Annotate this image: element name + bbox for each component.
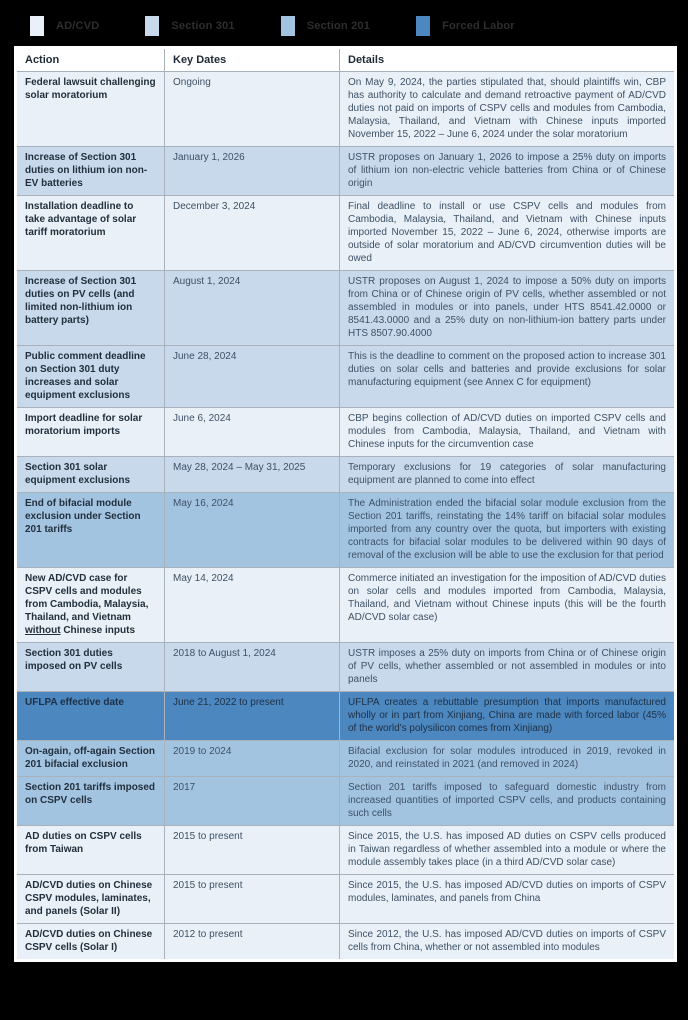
action-cell: Import deadline for solar moratorium imports	[16, 408, 165, 457]
details-cell: USTR proposes on August 1, 2024 to impose a 50% duty on imports from China or of Chinese origin of PV cells, whether assembled or not assembled in modules or into panels, under HTS 8541.42.0000 or 8541.43.0000 and a 25% duty on non-lithium-ion battery parts under HTS 8507.90.4000	[340, 271, 676, 346]
key-dates-cell: August 1, 2024	[165, 271, 340, 346]
action-cell: Public comment deadline on Section 301 duty increases and solar equipment exclusions	[16, 346, 165, 408]
legend-label: Section 301	[171, 20, 235, 32]
trade-actions-table	[14, 46, 677, 962]
action-cell: New AD/CVD case for CSPV cells and modules from Cambodia, Malaysia, Thailand, and Vietnam without Chinese inputs	[16, 568, 165, 643]
legend-item-section-201	[281, 16, 370, 36]
table-row	[16, 72, 676, 147]
table-body	[16, 72, 676, 961]
table-row	[16, 346, 676, 408]
key-dates-cell: June 21, 2022 to present	[165, 692, 340, 741]
table-row	[16, 924, 676, 961]
legend-label: Section 201	[306, 20, 371, 32]
details-cell: The Administration ended the bifacial solar module exclusion from the Section 201 tariffs, reinstating the 14% tariff on bifacial solar modules imported from any country over the quota, but importers with existing contracts for bifacial solar modules to be delivered within 90 days of removal of the exclusion will be able to use the exclusion for that period	[340, 493, 676, 568]
table-row	[16, 741, 676, 777]
key-dates-cell: 2017	[165, 777, 340, 826]
table-row	[16, 408, 676, 457]
table-row	[16, 196, 676, 271]
details-cell: This is the deadline to comment on the proposed action to increase 301 duties on solar cells and batteries and provide exclusions for solar manufacturing equipment (see Annex C for equipment)	[340, 346, 676, 408]
legend-label: AD/CVD	[56, 20, 100, 32]
adcvd-swatch-icon	[30, 16, 44, 36]
key-dates-cell: June 6, 2024	[165, 408, 340, 457]
details-cell: CBP begins collection of AD/CVD duties on imported CSPV cells and modules from Cambodia, Malaysia, Thailand, and Vietnam with Chinese inputs for the circumvention case	[340, 408, 676, 457]
legend-item-section-301	[145, 16, 234, 36]
table-row	[16, 777, 676, 826]
key-dates-cell: May 16, 2024	[165, 493, 340, 568]
column-header-key-dates: Key Dates	[165, 48, 340, 72]
details-cell: USTR proposes on January 1, 2026 to impose a 25% duty on imports of lithium ion non-electric vehicle batteries from China or of Chinese origin	[340, 147, 676, 196]
forced-labor-swatch-icon	[416, 16, 430, 36]
key-dates-cell: 2015 to present	[165, 875, 340, 924]
action-cell: AD duties on CSPV cells from Taiwan	[16, 826, 165, 875]
legend-item-adcvd	[30, 16, 99, 36]
key-dates-cell: January 1, 2026	[165, 147, 340, 196]
legend-label: Forced Labor	[442, 20, 515, 32]
table-row	[16, 643, 676, 692]
action-cell: End of bifacial module exclusion under Section 201 tariffs	[16, 493, 165, 568]
key-dates-cell: 2012 to present	[165, 924, 340, 961]
details-cell: On May 9, 2024, the parties stipulated that, should plaintiffs win, CBP has authority to calculate and demand retroactive payment of AD/CVD duties not paid on imports of CSPV cells and modules from Cambodia, Malaysia, Thailand, and Vietnam with Chinese inputs imported November 15, 2022 – June 6, 2024 under the solar moratorium	[340, 72, 676, 147]
key-dates-cell: May 14, 2024	[165, 568, 340, 643]
section-301-swatch-icon	[145, 16, 159, 36]
table-header-row	[16, 48, 676, 72]
section-201-swatch-icon	[281, 16, 295, 36]
details-cell: Section 201 tariffs imposed to safeguard domestic industry from increased quantities of imported CSPV cells, and products containing such cells	[340, 777, 676, 826]
details-cell: Since 2012, the U.S. has imposed AD/CVD duties on imports of CSPV cells from China, whether or not assembled into modules	[340, 924, 676, 961]
details-cell: Temporary exclusions for 19 categories of solar manufacturing equipment are planned to come into effect	[340, 457, 676, 493]
action-cell: Section 201 tariffs imposed on CSPV cells	[16, 777, 165, 826]
key-dates-cell: 2015 to present	[165, 826, 340, 875]
key-dates-cell: May 28, 2024 – May 31, 2025	[165, 457, 340, 493]
column-header-action: Action	[16, 48, 165, 72]
table-row	[16, 271, 676, 346]
table-row	[16, 493, 676, 568]
action-cell: AD/CVD duties on Chinese CSPV modules, laminates, and panels (Solar II)	[16, 875, 165, 924]
details-cell: Since 2015, the U.S. has imposed AD/CVD duties on imports of CSPV modules, laminates, and panels from China	[340, 875, 676, 924]
details-cell: Since 2015, the U.S. has imposed AD duties on CSPV cells produced in Taiwan regardless of whether assembled into a module or where the module assembly takes place (in a third AD/CVD solar case)	[340, 826, 676, 875]
details-cell: USTR imposes a 25% duty on imports from China or of Chinese origin of PV cells, whether assembled or not assembled in modules or into panels	[340, 643, 676, 692]
action-cell: On-again, off-again Section 201 bifacial exclusion	[16, 741, 165, 777]
table-row	[16, 457, 676, 493]
key-dates-cell: June 28, 2024	[165, 346, 340, 408]
action-cell: Section 301 duties imposed on PV cells	[16, 643, 165, 692]
action-cell: UFLPA effective date	[16, 692, 165, 741]
action-cell: Increase of Section 301 duties on PV cells (and limited non-lithium ion battery parts)	[16, 271, 165, 346]
action-cell: AD/CVD duties on Chinese CSPV cells (Solar I)	[16, 924, 165, 961]
details-cell: Bifacial exclusion for solar modules introduced in 2019, revoked in 2020, and reinstated in 2021 (and removed in 2024)	[340, 741, 676, 777]
details-cell: Final deadline to install or use CSPV cells and modules from Cambodia, Malaysia, Thailand, and Vietnam with Chinese inputs imported November 15, 2022 – June 6, 2024, otherwise imports are outside of solar moratorium and AD/CVD circumvention duties will be owed	[340, 196, 676, 271]
key-dates-cell: December 3, 2024	[165, 196, 340, 271]
action-cell: Section 301 solar equipment exclusions	[16, 457, 165, 493]
key-dates-cell: Ongoing	[165, 72, 340, 147]
details-cell: UFLPA creates a rebuttable presumption that imports manufactured wholly or in part from Xinjiang, China are made with forced labor (45% of the world's polysilicon comes from Xinjiang)	[340, 692, 676, 741]
table-row	[16, 568, 676, 643]
action-cell: Federal lawsuit challenging solar moratorium	[16, 72, 165, 147]
legend-item-forced-labor	[416, 16, 515, 36]
column-header-details: Details	[340, 48, 676, 72]
action-cell: Installation deadline to take advantage of solar tariff moratorium	[16, 196, 165, 271]
details-cell: Commerce initiated an investigation for the imposition of AD/CVD duties on solar cells and modules imported from Cambodia, Malaysia, Thailand, and Vietnam without Chinese inputs (this will be the fourth AD/CVD solar case)	[340, 568, 676, 643]
key-dates-cell: 2018 to August 1, 2024	[165, 643, 340, 692]
key-dates-cell: 2019 to 2024	[165, 741, 340, 777]
action-cell: Increase of Section 301 duties on lithium ion non-EV batteries	[16, 147, 165, 196]
table-row	[16, 692, 676, 741]
legend	[0, 0, 688, 46]
table-row	[16, 826, 676, 875]
table-row	[16, 147, 676, 196]
table-row	[16, 875, 676, 924]
